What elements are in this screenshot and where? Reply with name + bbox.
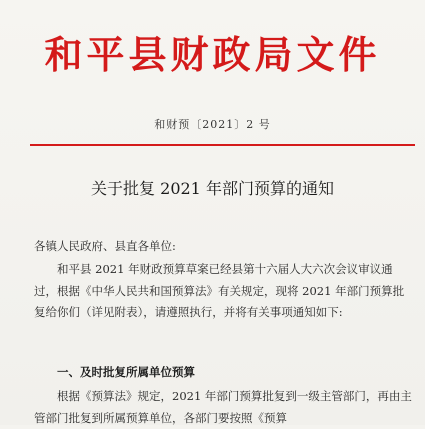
- salutation: 各镇人民政府、县直各单位:: [34, 239, 176, 253]
- notice-title: 关于批复 2021 年部门预算的通知: [91, 179, 334, 198]
- section-heading-1: 一、及时批复所属单位预算: [57, 365, 195, 379]
- red-separator-line: [30, 144, 415, 146]
- issuing-authority-title: 和平县财政局文件: [44, 32, 381, 77]
- paragraph-2: 根据《预算法》规定，2021 年部门预算批复到一级主管部门，再由主管部门批复到所属预算单位，各部门要按照《预算: [34, 389, 412, 425]
- document-number: 和财预〔2021〕2 号: [154, 118, 271, 131]
- paragraph-1: 和平县 2021 年财政预算草案已经县第十六届人大六次会议审议通过，根据《中华人民共和国预算法》有关规定，现将 2021 年部门预算批复给你们（详见附表），请遵照执行，并将有关事项通知如下:: [34, 262, 405, 319]
